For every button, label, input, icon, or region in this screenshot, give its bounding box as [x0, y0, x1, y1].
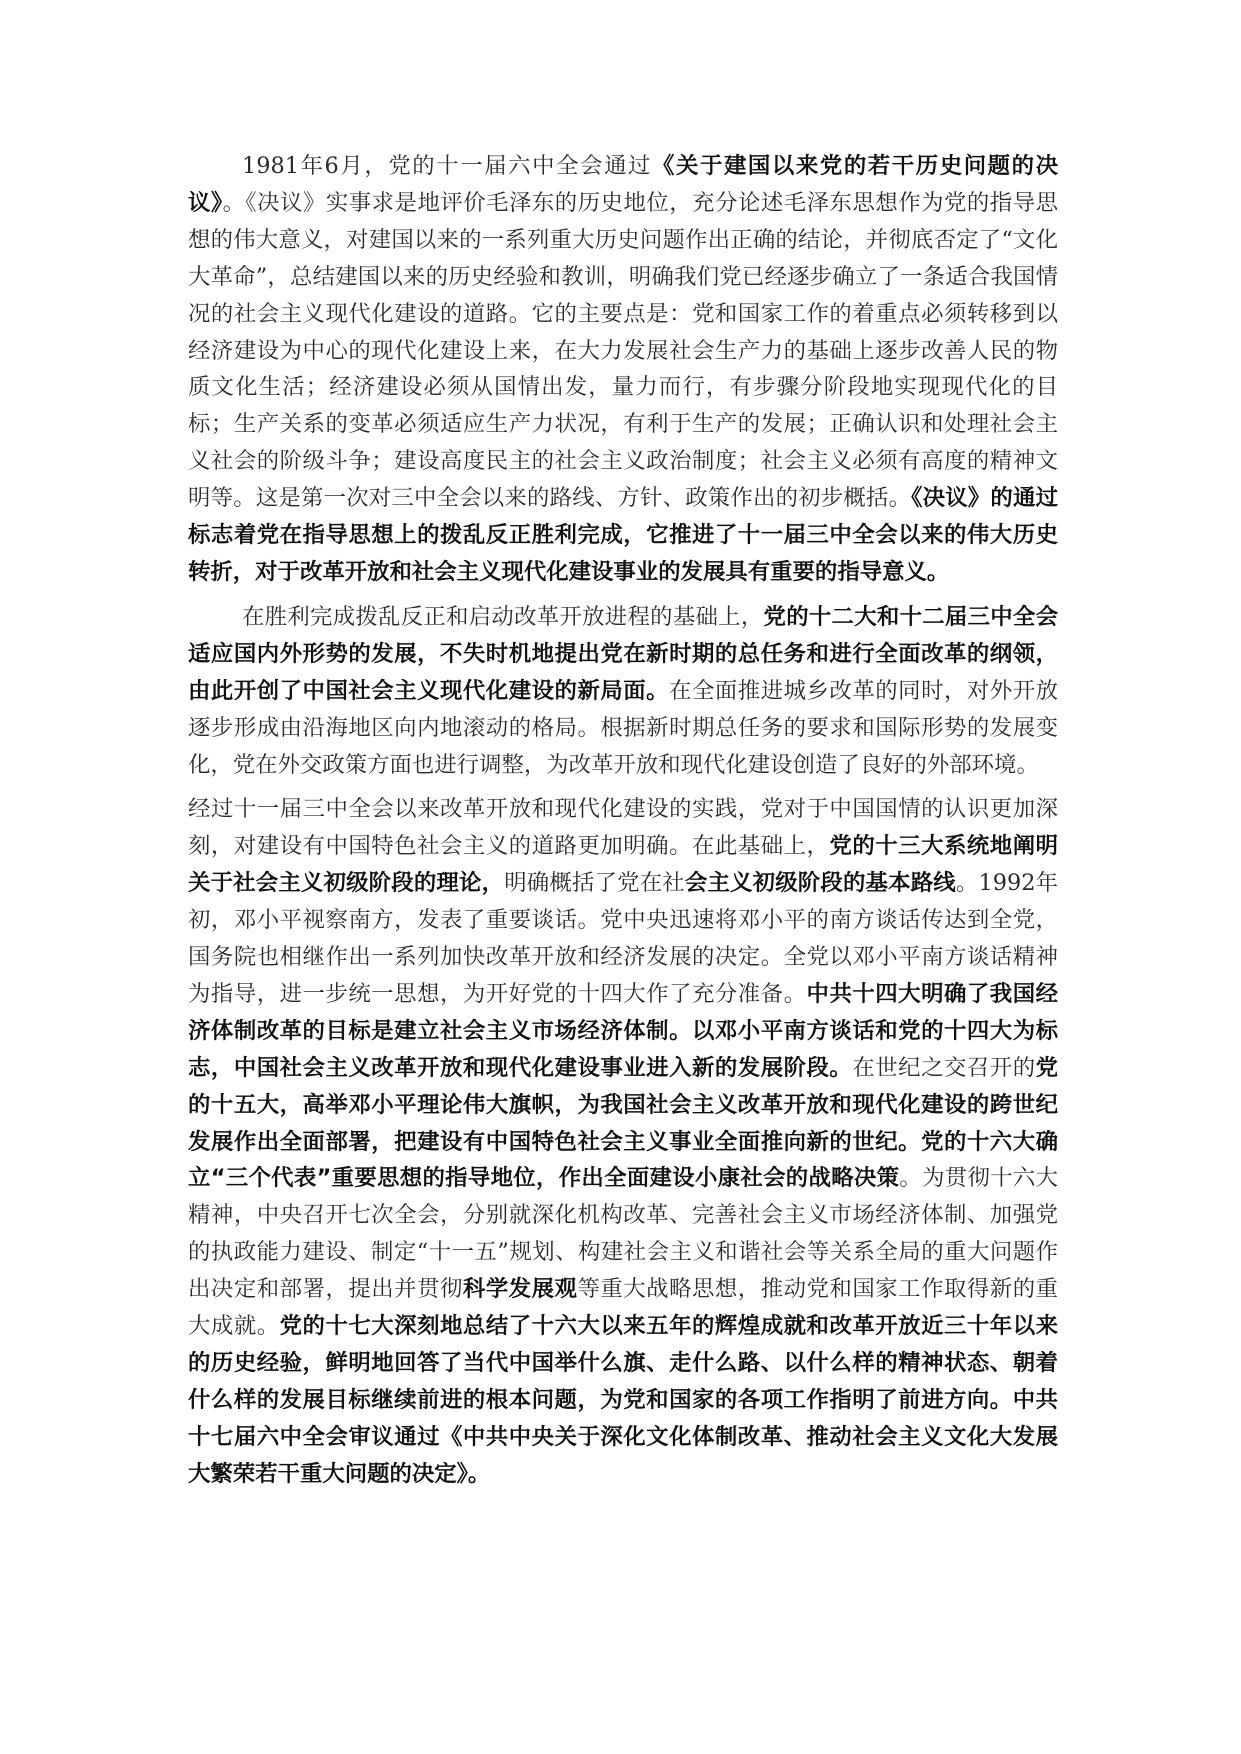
p2-segment-1: 在胜利完成拨乱反正和启动改革开放进程的基础上，	[242, 603, 764, 630]
p3-segment-8: 党的十五大，高举邓小平理论伟大旗帜，为我国社会主义改革开放和现代化建设的跨世纪发展作出全面部署，把建设有中国特色社会主义事业全面推向新的世纪。党的十六大确立“三个代表”重要思想的指导地位，作出全面建设小康社会的战略决策	[188, 1054, 1059, 1192]
document-body	[188, 148, 1058, 1501]
p1-segment-3: 。《决议》实事求是地评价毛泽东的历史地位，充分论述毛泽东思想作为党的指导思想的伟大意义，对建国以来的一系列重大历史问题作出正确的结论，并彻底否定了“文化大革命”，总结建国以来的历史经验和教训，明确我们党已经逐步确立了一条适合我国情况的社会主义现代化建设的道路。它的主要点是：党和国家工作的着重点必须转移到以经济建设为中心的现代化建设上来，在大力发展社会生产力的基础上逐步改善人民的物质文化生活；经济建设必须从国情出发，量力而行，有步骤分阶段地实现现代化的目标；生产关系的变革必须适应生产力状况，有利于生产的发展；正确认识和处理社会主义社会的阶级斗争；建设高度民主的社会主义政治制度；社会主义必须有高度的精神文明等。这是第一次对三中全会以来的路线、方针、政策作出的初步概括。	[188, 189, 1058, 512]
p3-segment-11: 等重大战略思想，推动党和国家工作取得新的重大成就。	[188, 1276, 1059, 1340]
p1-segment-1: 1981年6月，党的十一届六中全会通过	[242, 153, 653, 179]
p3-segment-6: 中共十四大明确了我国经济体制改革的目标是建立社会主义市场经济体制。以邓小平南方谈话和党的十四大为标志，中国社会主义改革开放和现代化建设事业进入新的发展阶段。	[188, 980, 1059, 1081]
paragraph-2	[188, 599, 1058, 784]
p2-segment-3: 在全面推进城乡改革的同时，对外开放逐步形成由沿海地区向内地滚动的格局。根据新时期总任务的要求和国际形势的发展变化，党在外交政策方面也进行调整，为改革开放和现代化建设创造了良好的外部环境。	[188, 677, 1059, 778]
p3-segment-12: 党的十七大深刻地总结了十六大以来五年的辉煌成就和改革开放近三十年以来的历史经验，鲜明地回答了当代中国举什么旗、走什么路、以什么样的精神状态、朝着什么样的发展目标继续前进的根本问题，为党和国家的各项工作指明了前进方向。中共十七届六中全会审议通过《中共中央关于深化文化体制改革、推动社会主义文化大发展大繁荣若干重大问题的决定》。	[188, 1313, 1059, 1487]
paragraph-1	[188, 148, 1058, 591]
p3-segment-5: 。1992年初，邓小平视察南方，发表了重要谈话。党中央迅速将邓小平的南方谈话传达到全党，国务院也相继作出一系列加快改革开放和经济发展的决定。全党以邓小平南方谈话精神为指导，进一步统一思想，为开好党的十四大作了充分准备。	[188, 870, 1059, 1007]
p1-segment-2: 《关于建国以来党的若干历史问题的决议》	[188, 153, 1058, 216]
p3-segment-9: 。为贯彻十六大精神，中央召开七次全会，分别就深化机构改革、完善社会主义市场经济体制、加强党的执政能力建设、制定“十一五”规划、构建社会主义和谐社会等关系全局的重大问题作出决定和部署，提出并贯彻	[188, 1165, 1059, 1303]
p3-segment-4: 会主义初级阶段的基本路线	[684, 870, 956, 897]
p3-segment-3: 明确概括了党在社	[504, 870, 685, 897]
paragraph-3	[188, 791, 1058, 1492]
p3-segment-10: 科学发展观	[462, 1276, 578, 1303]
p3-segment-1: 经过十一届三中全会以来改革开放和现代化建设的实践，党对于中国国情的认识更加深刻，对建设有中国特色社会主义的道路更加明确。在此基础上，	[188, 796, 1058, 860]
p2-segment-2: 党的十二大和十二届三中全会适应国内外形势的发展，不失时机地提出党在新时期的总任务和进行全面改革的纲领，由此开创了中国社会主义现代化建设的新局面。	[188, 603, 1059, 704]
p1-segment-4: 《决议》的通过标志着党在指导思想上的拨乱反正胜利完成，它推进了十一届三中全会以来的伟大历史转折，对于改革开放和社会主义现代化建设事业的发展具有重要的指导意义。	[188, 485, 1058, 585]
p3-segment-7: 在世纪之交召开的	[852, 1054, 1036, 1081]
p3-segment-2: 党的十三大系统地阐明关于社会主义初级阶段的理论，	[188, 833, 1059, 897]
